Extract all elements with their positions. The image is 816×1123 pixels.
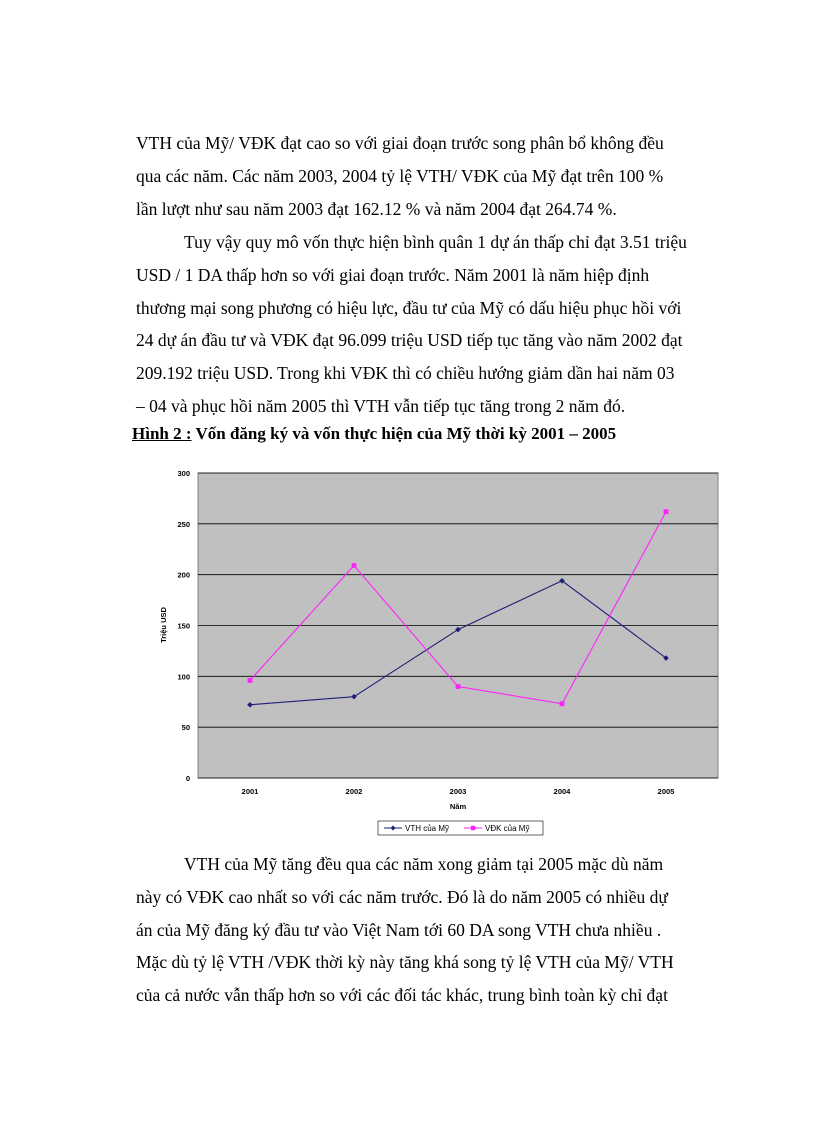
x-tick-label: 2004 <box>553 787 571 796</box>
x-tick-label: 2002 <box>345 787 363 796</box>
legend-marker <box>471 826 475 830</box>
y-tick-label: 50 <box>181 723 190 733</box>
text-line: VTH của Mỹ/ VĐK đạt cao so với giai đoạn trước song phân bổ không đều <box>136 133 664 153</box>
figure-caption-label: Hình 2 : <box>132 424 192 443</box>
text-line: VTH của Mỹ tăng đều qua các năm xong giảm tại 2005 mặc dù năm <box>184 854 664 874</box>
chart-svg <box>150 463 725 845</box>
text-line: lần lượt như sau năm 2003 đạt 162.12 % và năm 2004 đạt 264.74 %. <box>136 198 617 219</box>
x-tick-label: 2003 <box>449 787 467 796</box>
text-line: án của Mỹ đăng ký đầu tư vào Việt Nam tới 60 DA song VTH chưa nhiều . <box>136 919 662 940</box>
figure-caption <box>132 424 732 444</box>
text-line: Mặc dù tỷ lệ VTH /VĐK thời kỳ này tăng khá song tỷ lệ VTH của Mỹ/ VTH <box>136 952 674 973</box>
paragraph-2 <box>136 226 740 423</box>
x-axis-label: Năm <box>449 802 467 811</box>
text-line: – 04 và phục hồi năm 2005 thì VTH vẫn tiếp tục tăng trong 2 năm đó. <box>136 395 626 416</box>
paragraph-3 <box>136 848 740 1012</box>
chart <box>150 463 725 845</box>
legend-label: VĐK của Mỹ <box>485 824 530 833</box>
x-tick-label: 2005 <box>657 787 675 796</box>
paragraph-1 <box>136 127 740 225</box>
text-line: này có VĐK cao nhất so với các năm trước. Đó là do năm 2005 có nhiều dự <box>136 886 668 907</box>
y-axis-label: Triệu USD <box>159 607 168 643</box>
text-line: USD / 1 DA thấp hơn so với giai đoạn trước. Năm 2001 là năm hiệp định <box>136 264 650 285</box>
text-line: của cả nước vẫn thấp hơn so với các đối tác khác, trung bình toàn kỳ chỉ đạt <box>136 985 668 1006</box>
y-tick-label: 150 <box>177 621 190 631</box>
data-point <box>664 509 669 514</box>
data-point <box>456 684 461 689</box>
text-line: thương mại song phương có hiệu lực, đầu tư của Mỹ có dấu hiệu phục hồi với <box>136 297 682 318</box>
data-point <box>248 678 253 683</box>
data-point <box>560 701 565 706</box>
x-tick-label: 2001 <box>241 787 259 796</box>
data-point <box>352 563 357 568</box>
text-line: 24 dự án đầu tư và VĐK đạt 96.099 triệu USD tiếp tục tăng vào năm 2002 đạt <box>136 330 683 351</box>
y-tick-label: 300 <box>177 469 190 478</box>
y-tick-label: 100 <box>177 672 190 682</box>
y-tick-label: 0 <box>185 774 190 783</box>
figure-caption-text: Vốn đăng ký và vốn thực hiện của Mỹ thời kỳ 2001 – 2005 <box>191 424 617 443</box>
legend <box>378 821 543 835</box>
text-line: qua các năm. Các năm 2003, 2004 tỷ lệ VTH/ VĐK của Mỹ đạt trên 100 % <box>136 165 664 186</box>
text-line: 209.192 triệu USD. Trong khi VĐK thì có chiều hướng giảm dần hai năm 03 <box>136 363 675 384</box>
y-tick-label: 250 <box>177 519 190 529</box>
text-line: Tuy vậy quy mô vốn thực hiện bình quân 1 dự án thấp chỉ đạt 3.51 triệu <box>184 232 687 252</box>
legend-label: VTH của Mỹ <box>405 824 450 833</box>
y-tick-label: 200 <box>177 570 190 580</box>
